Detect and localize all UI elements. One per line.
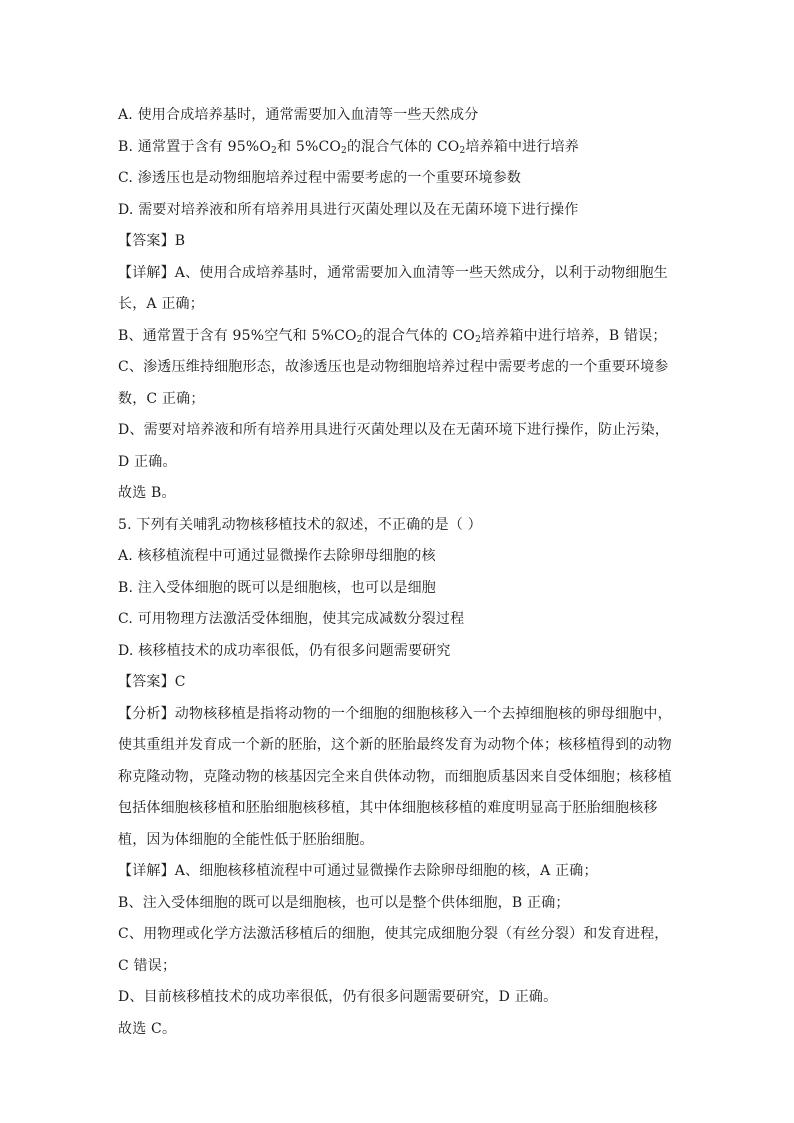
q4-option-c: C. 渗透压也是动物细胞培养过程中需要考虑的一个重要环境参数	[118, 170, 522, 186]
q5-option-a: A. 核移植流程中可通过显微操作去除卵母细胞的核	[118, 548, 436, 564]
q4-detail-line-3-text-3: 培养箱中进行培养，B 错误；	[481, 327, 667, 344]
q5-detail-line-4: C 错误；	[118, 957, 177, 974]
q4-option-b-text-1: B. 通常置于含有 95%O	[118, 138, 272, 155]
q5-analysis-line-3: 称克隆动物，克隆动物的核基因完全来自供体动物，而细胞质基因来自受体细胞；核移植	[118, 768, 672, 785]
q5-option-b: B. 注入受体细胞的既可以是细胞核，也可以是细胞	[118, 579, 436, 596]
q4-detail-line-3-text-1: B、通常置于含有 95%空气和 5%CO	[118, 327, 357, 344]
q5-analysis-line-4: 包括体细胞核移植和胚胎细胞核移植，其中体细胞核移植的难度明显高于胚胎细胞核移	[118, 800, 658, 816]
q4-option-b-text-2: 和 5%CO	[276, 138, 342, 155]
q5-detail-line-3: C、用物理或化学方法激活移植后的细胞，使其完成细胞分裂（有丝分裂）和发育进程，	[118, 926, 669, 942]
q4-option-b-sub-1: 2	[271, 145, 277, 156]
q5-detail-line-2: B、注入受体细胞的既可以是细胞核，也可以是整个供体细胞，B 正确；	[118, 894, 570, 911]
q5-analysis-line-2: 使其重组并发育成一个新的胚胎，这个新的胚胎最终发育为动物个体；核移植得到的动物	[118, 737, 672, 753]
q4-detail-line-4: C、渗透压维持细胞形态，故渗透压也是动物细胞培养过程中需要考虑的一个重要环境参	[118, 359, 669, 375]
q5-analysis-line-5: 植，因为体细胞的全能性低于胚胎细胞。	[118, 831, 374, 848]
q4-conclusion: 故选 B。	[118, 485, 176, 501]
q4-detail-line-1: 【详解】A、使用合成培养基时，通常需要加入血清等一些天然成分，以利于动物细胞生	[118, 264, 668, 281]
q5-answer: 【答案】C	[118, 674, 186, 690]
q5-conclusion: 故选 C。	[118, 1020, 177, 1037]
q4-detail-line-3-text-2: 的混合气体的 CO	[362, 327, 476, 344]
q5-stem: 5. 下列有关哺乳动物核移植技术的叙述，不正确的是（ ）	[118, 516, 482, 533]
q5-option-c: C. 可用物理方法激活受体细胞，使其完成减数分裂过程	[118, 611, 465, 627]
q5-detail-line-1: 【详解】A、细胞核移植流程中可通过显微操作去除卵母细胞的核，A 正确；	[118, 863, 598, 879]
q5-option-d: D. 核移植技术的成功率很低，仍有很多问题需要研究	[118, 642, 451, 659]
q4-detail-line-2: 长，A 正确；	[118, 296, 204, 312]
q4-option-d: D. 需要对培养液和所有培养用具进行灭菌处理以及在无菌环境下进行操作	[118, 201, 579, 218]
q4-option-b-text-4: 培养箱中进行培养	[465, 138, 579, 155]
q4-detail-line-7: D 正确。	[118, 453, 177, 470]
q5-detail-line-5: D、目前核移植技术的成功率很低，仍有很多问题需要研究，D 正确。	[118, 989, 558, 1005]
q4-detail-line-3	[118, 321, 678, 353]
q4-detail-line-6: D、需要对培养液和所有培养用具进行灭菌处理以及在无菌环境下进行操作，防止污染，	[118, 422, 670, 438]
q4-option-b-sub-3: 2	[459, 145, 466, 156]
q4-option-b-sub-2: 2	[341, 145, 347, 156]
q4-option-b-text-3: 的混合气体的 CO	[346, 138, 460, 155]
q4-option-b	[118, 132, 678, 164]
q5-analysis-line-1: 【分析】动物核移植是指将动物的一个细胞的细胞核移入一个去掉细胞核的卵母细胞中，	[118, 705, 672, 722]
q4-option-a: A. 使用合成培养基时，通常需要加入血清等一些天然成分	[118, 107, 479, 123]
document-page	[118, 100, 678, 1045]
q4-detail-line-3-sub-1: 2	[356, 334, 363, 345]
q4-detail-line-5: 数，C 正确；	[118, 390, 205, 407]
q4-detail-line-3-sub-2: 2	[475, 334, 482, 345]
q4-answer: 【答案】B	[118, 233, 186, 249]
